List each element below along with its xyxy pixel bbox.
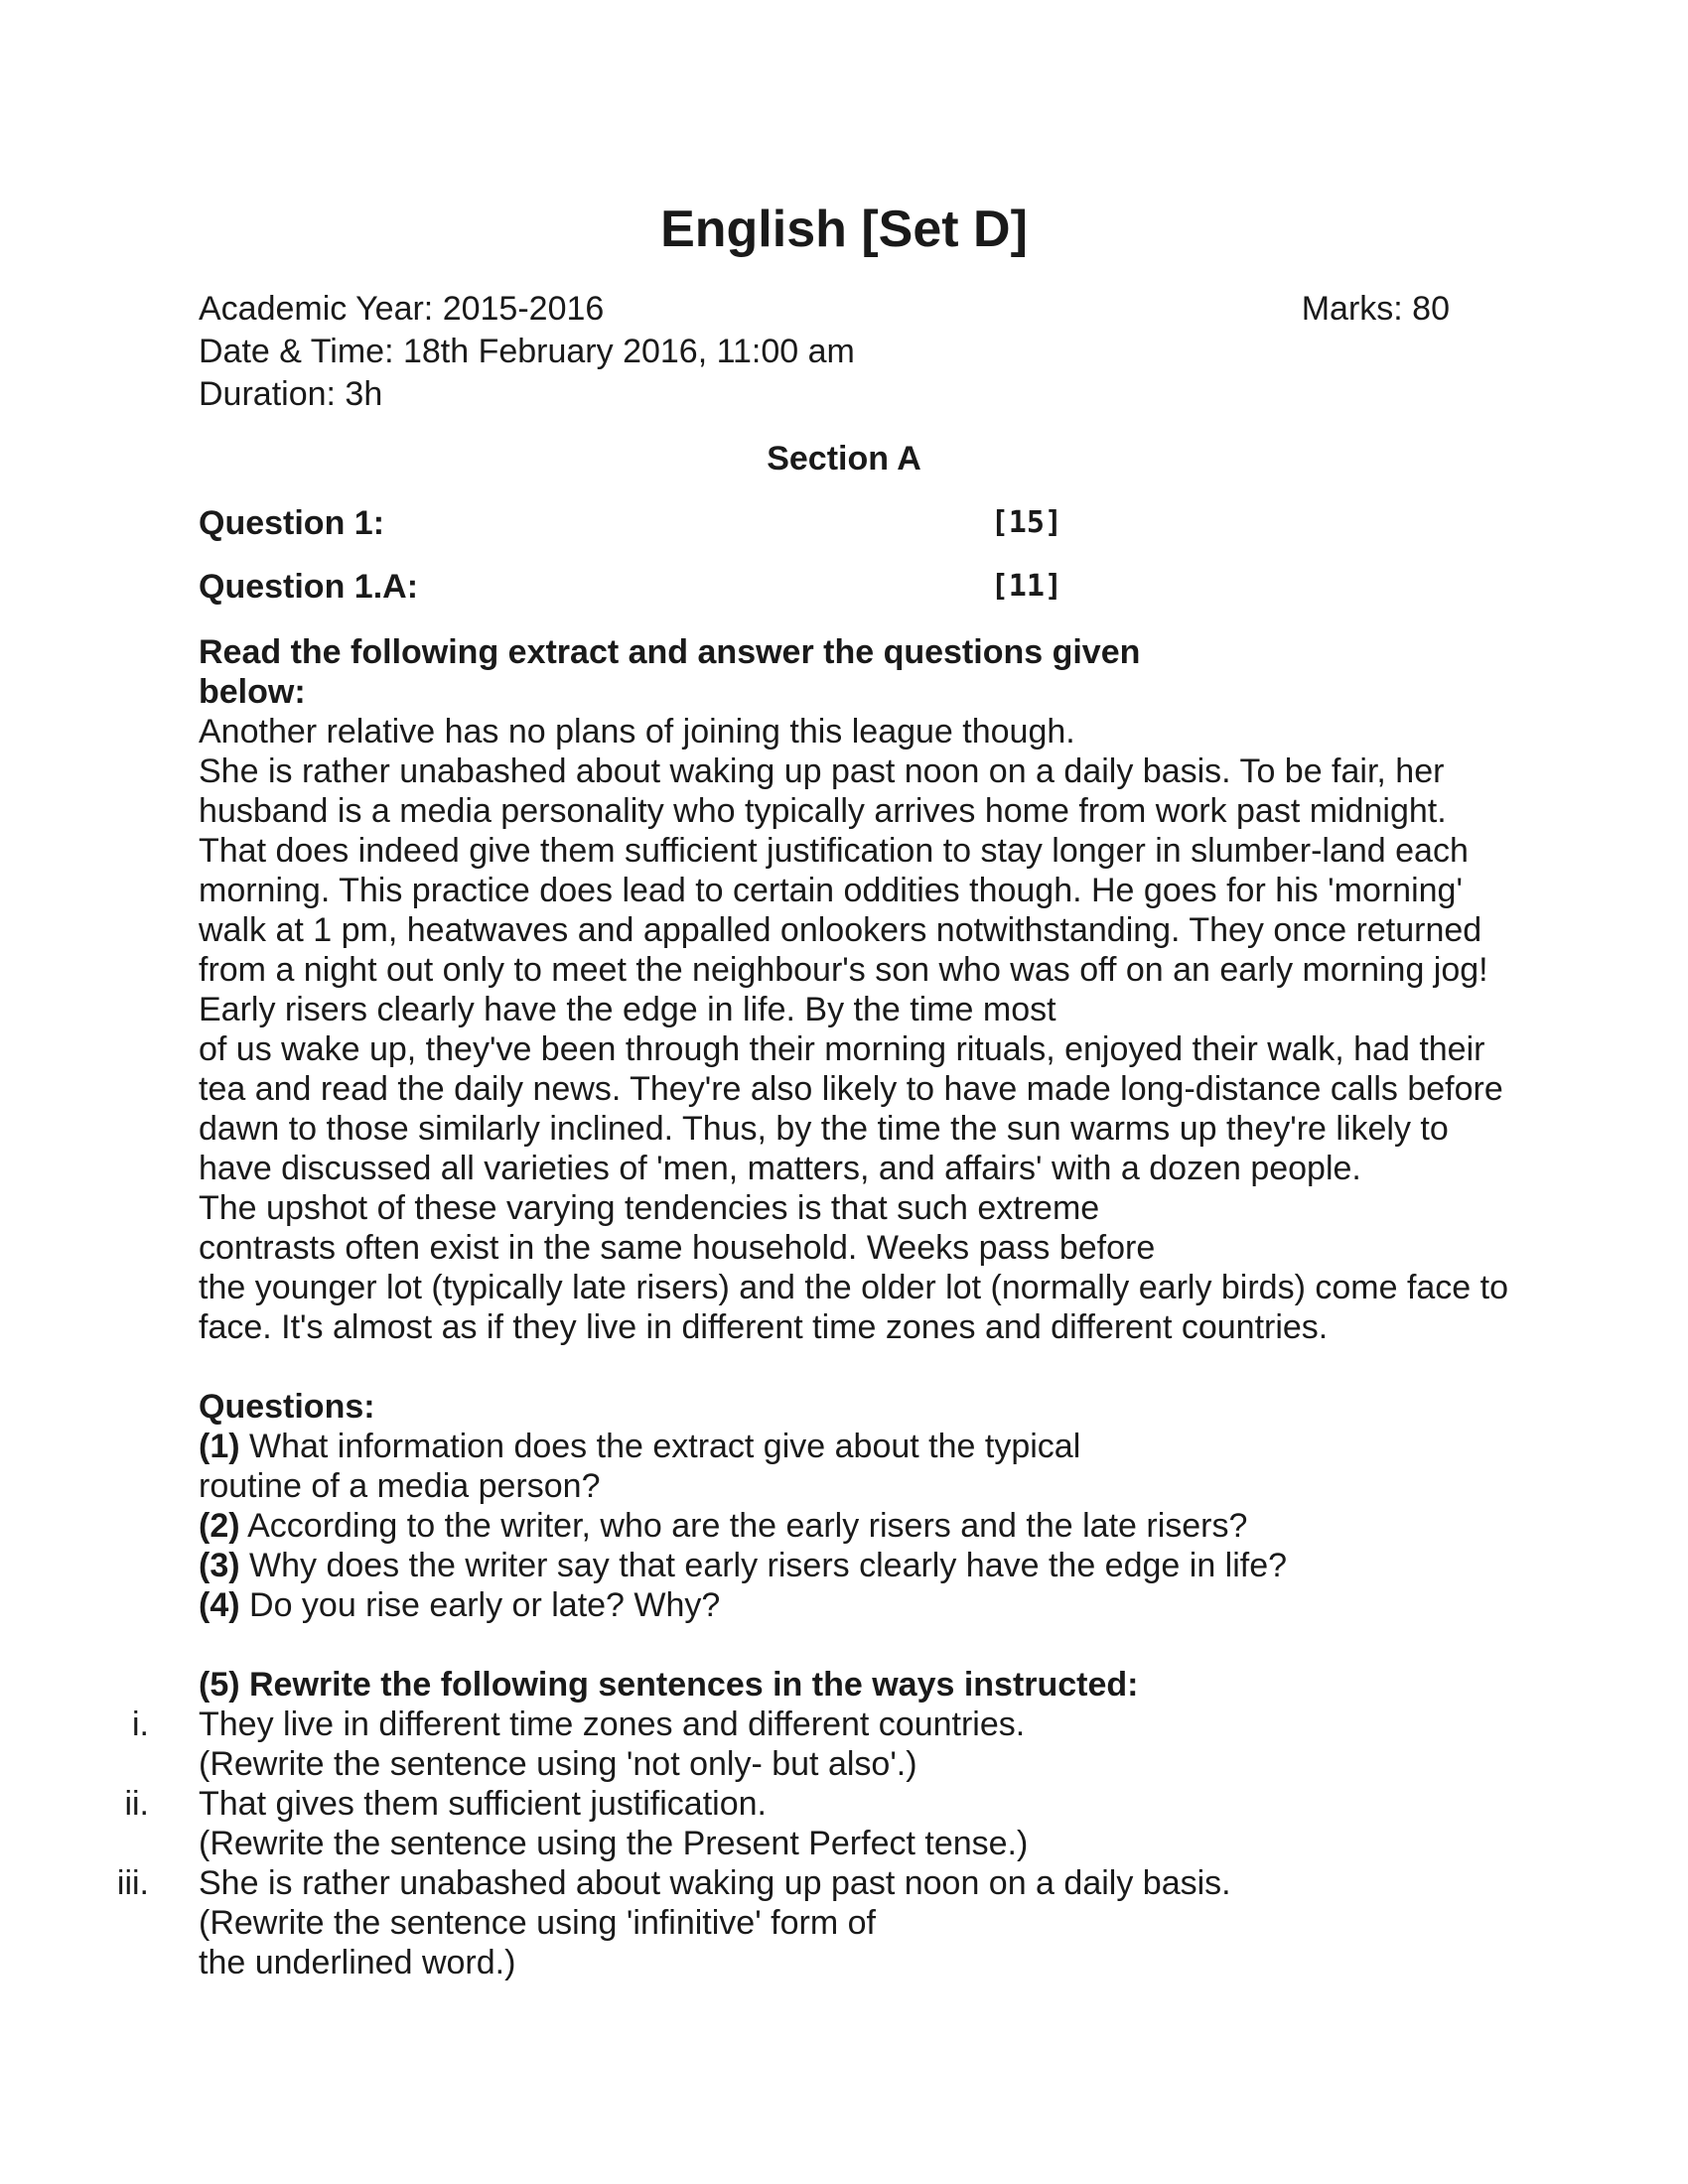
extract-line: The upshot of these varying tendencies is that such extreme (199, 1189, 1100, 1227)
question-item-1-continued: routine of a media person? (199, 1467, 601, 1505)
rewrite-sentence: That gives them sufficient justification. (199, 1785, 767, 1823)
question-1-label: Question 1: (199, 504, 385, 542)
question-number: (2) (199, 1507, 240, 1545)
extract-line: dawn to those similarly inclined. Thus, by the time the sun warms up they're likely to (199, 1110, 1449, 1148)
duration: Duration: 3h (199, 375, 383, 413)
extract-line: of us wake up, they've been through their morning rituals, enjoyed their walk, had their (199, 1030, 1485, 1068)
question-text: According to the writer, who are the early risers and the late risers? (239, 1507, 1248, 1545)
question-1a-label: Question 1.A: (199, 568, 419, 606)
question-item-3 (199, 1546, 1509, 1585)
roman-numeral: iii. (116, 1864, 149, 1902)
question-number: (1) (199, 1428, 240, 1465)
rewrite-instruction: (Rewrite the sentence using the Present Perfect tense.) (199, 1825, 1029, 1862)
extract-line: husband is a media personality who typically arrives home from work past midnight. (199, 792, 1447, 830)
rewrite-instruction-continued: the underlined word.) (199, 1944, 516, 1981)
question-text: Why does the writer say that early risers clearly have the edge in life? (239, 1547, 1288, 1584)
instruction-line-2: below: (199, 673, 306, 711)
question-item-2 (199, 1506, 1509, 1546)
question-number: (3) (199, 1547, 240, 1584)
roman-numeral: i. (132, 1706, 149, 1743)
date-time: Date & Time: 18th February 2016, 11:00 am (199, 333, 855, 370)
extract-line: She is rather unabashed about waking up past noon on a daily basis. To be fair, her (199, 752, 1445, 790)
extract-line: the younger lot (typically late risers) and the older lot (normally early birds) come face to (199, 1269, 1509, 1306)
rewrite-item-1 (132, 1705, 1509, 1784)
question-1-marks: [15] (990, 505, 1062, 540)
question-text: What information does the extract give about the typical (239, 1428, 1081, 1465)
question-1a-marks: [11] (990, 569, 1062, 604)
academic-year: Academic Year: 2015-2016 (199, 290, 605, 328)
questions-heading: Questions: (199, 1388, 375, 1426)
question-item-1 (199, 1427, 1509, 1466)
roman-numeral: ii. (124, 1785, 149, 1823)
extract-line: Another relative has no plans of joining this league though. (199, 713, 1075, 751)
page-title: English [Set D] (660, 201, 1028, 258)
total-marks: Marks: 80 (1301, 290, 1450, 328)
extract-line: morning. This practice does lead to certain oddities though. He goes for his 'morning' (199, 872, 1463, 909)
question-1-row (199, 503, 1062, 543)
questions-list (199, 1387, 1509, 1625)
extract-passage (199, 712, 1509, 1347)
extract-line: contrasts often exist in the same household. Weeks pass before (199, 1229, 1156, 1267)
rewrite-instruction: (Rewrite the sentence using 'not only- but also'.) (199, 1745, 917, 1783)
rewrite-sentence: She is rather unabashed about waking up past noon on a daily basis. (199, 1864, 1231, 1902)
extract-line: have discussed all varieties of 'men, matters, and affairs' with a dozen people. (199, 1150, 1361, 1187)
rewrite-heading: (5) Rewrite the following sentences in the ways instructed: (199, 1666, 1139, 1704)
extract-line: tea and read the daily news. They're also likely to have made long-distance calls before (199, 1070, 1503, 1108)
extract-line: face. It's almost as if they live in different time zones and different countries. (199, 1308, 1329, 1346)
question-item-4 (199, 1585, 1509, 1625)
rewrite-item-3 (116, 1863, 1509, 1982)
question-text: Do you rise early or late? Why? (239, 1586, 721, 1624)
extract-line: from a night out only to meet the neighbour's son who was off on an early morning jog! (199, 951, 1488, 989)
question-body (116, 632, 1509, 1982)
rewrite-section (116, 1665, 1509, 1982)
exam-meta (199, 288, 1450, 416)
extract-line: Early risers clearly have the edge in life. By the time most (199, 991, 1056, 1028)
rewrite-item-2 (124, 1784, 1509, 1863)
question-1a-row (199, 567, 1062, 607)
instruction-line-1: Read the following extract and answer the questions given (199, 633, 1141, 671)
rewrite-instruction: (Rewrite the sentence using 'infinitive' form of (199, 1904, 876, 1942)
section-title: Section A (767, 440, 921, 478)
extract-line: walk at 1 pm, heatwaves and appalled onlookers notwithstanding. They once returned (199, 911, 1482, 949)
extract-line: That does indeed give them sufficient justification to stay longer in slumber-land each (199, 832, 1469, 870)
question-number: (4) (199, 1586, 240, 1624)
rewrite-sentence: They live in different time zones and different countries. (199, 1706, 1026, 1743)
